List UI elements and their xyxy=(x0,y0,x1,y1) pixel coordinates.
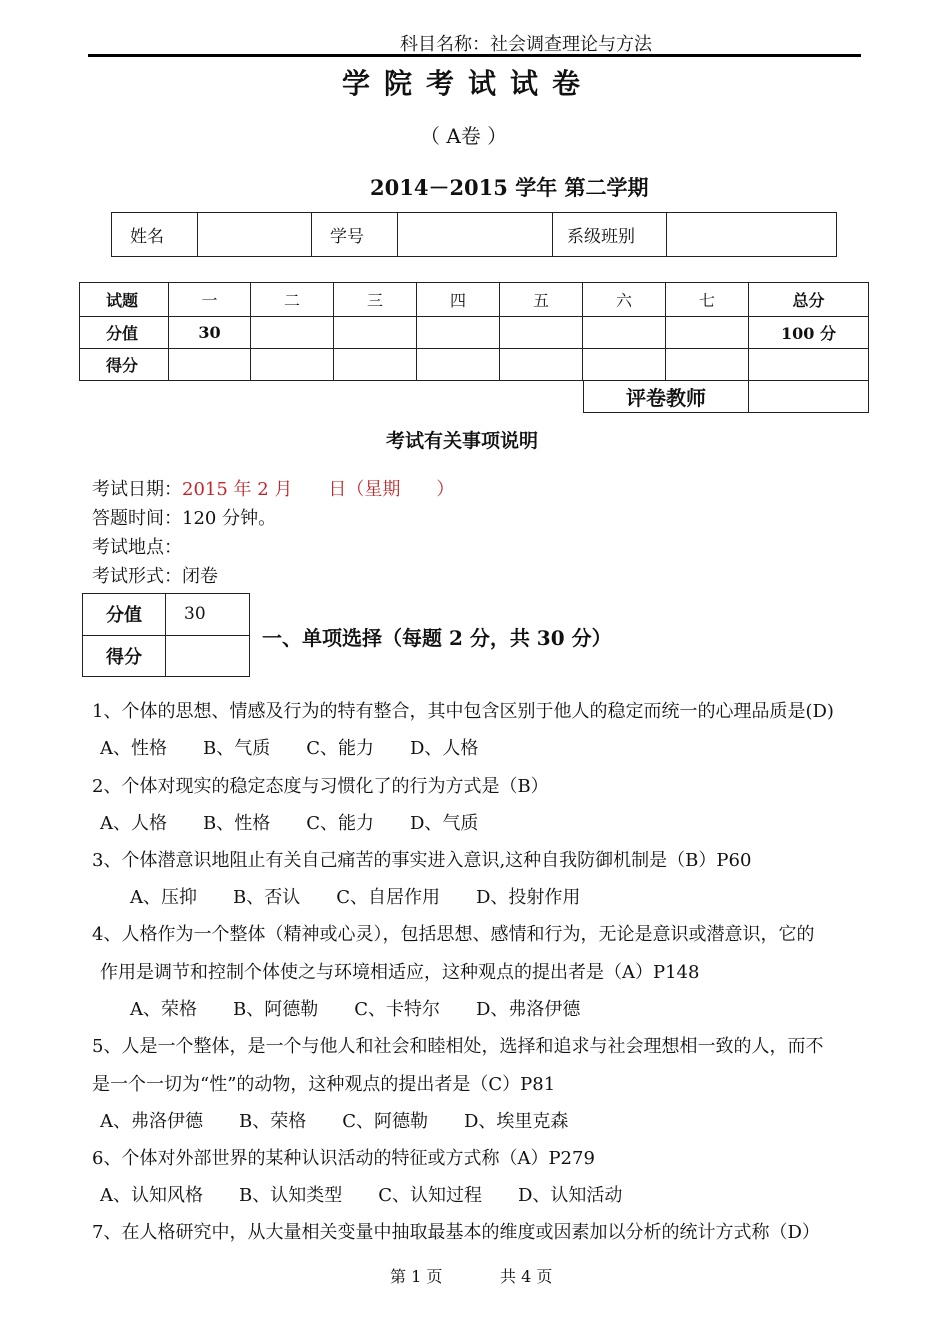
student-id-field[interactable] xyxy=(398,213,553,257)
student-info-table xyxy=(111,212,837,257)
name-field[interactable] xyxy=(198,213,312,257)
col-2: 二 xyxy=(251,283,334,317)
class-label: 系级班别 xyxy=(553,213,667,257)
points-6 xyxy=(583,317,666,349)
subject-name: 科目名称：社会调查理论与方法 xyxy=(400,34,652,55)
score-1[interactable] xyxy=(169,349,251,381)
points-1: 30 xyxy=(169,317,251,349)
score-4[interactable] xyxy=(417,349,500,381)
section1-score-box xyxy=(82,593,250,677)
page-title: 学院考试试卷 xyxy=(342,67,595,100)
question-3: 3、个体潜意识地阻止有关自己痛苦的事实进入意识,这种自我防御机制是（B）P60 xyxy=(92,850,752,871)
score-table xyxy=(79,282,869,381)
exam-date-value: 2015 年 2 月 日（星期 ） xyxy=(182,479,455,500)
row-label-points: 分值 xyxy=(80,317,169,349)
section1-score-label: 得分 xyxy=(83,635,166,677)
col-5: 五 xyxy=(500,283,583,317)
question-4-line-1: 4、人格作为一个整体（精神或心灵），包括思想、感情和行为，无论是意识或潜意识，它的 xyxy=(92,924,815,945)
question-1: 1、个体的思想、情感及行为的特有整合，其中包含区别于他人的稳定而统一的心理品质是(D) xyxy=(92,701,834,722)
col-4: 四 xyxy=(417,283,500,317)
grader-label: 评卷教师 xyxy=(584,381,749,413)
class-field[interactable] xyxy=(667,213,837,257)
question-2-options: A、人格 B、性格 C、能力 D、气质 xyxy=(100,813,479,834)
score-total[interactable] xyxy=(749,349,869,381)
section1-title: 一、单项选择（每题 2 分，共 30 分） xyxy=(262,626,612,650)
name-label: 姓名 xyxy=(112,213,198,257)
score-2[interactable] xyxy=(251,349,334,381)
question-6: 6、个体对外部世界的某种认识活动的特征或方式称（A）P279 xyxy=(92,1148,595,1169)
col-7: 七 xyxy=(666,283,749,317)
points-7 xyxy=(666,317,749,349)
section1-points-label: 分值 xyxy=(83,594,166,636)
page-number: 第 1 页 xyxy=(390,1267,443,1286)
col-total: 总分 xyxy=(749,283,869,317)
score-5[interactable] xyxy=(500,349,583,381)
score-3[interactable] xyxy=(334,349,417,381)
points-4 xyxy=(417,317,500,349)
exam-location: 考试地点： xyxy=(92,537,182,558)
points-5 xyxy=(500,317,583,349)
question-5-line-2: 是一个一切为“性”的动物，这种观点的提出者是（C）P81 xyxy=(92,1074,556,1095)
question-4-line-2: 作用是调节和控制个体使之与环境相适应，这种观点的提出者是（A）P148 xyxy=(100,962,700,983)
question-6-options: A、认知风格 B、认知类型 C、认知过程 D、认知活动 xyxy=(100,1185,623,1206)
term-label: 2014－2015 学年 第二学期 xyxy=(370,175,649,200)
question-3-options: A、压抑 B、否认 C、自居作用 D、投射作用 xyxy=(130,887,581,908)
col-1: 一 xyxy=(169,283,251,317)
section1-score-field[interactable] xyxy=(166,635,250,677)
exam-date-label: 考试日期： xyxy=(92,479,182,500)
question-7: 7、在人格研究中，从大量相关变量中抽取最基本的维度或因素加以分析的统计方式称（D） xyxy=(92,1222,820,1243)
row-label-score: 得分 xyxy=(80,349,169,381)
grader-field[interactable] xyxy=(749,381,869,413)
exam-duration: 答题时间：120 分钟。 xyxy=(92,508,277,529)
exam-format: 考试形式：闭卷 xyxy=(92,566,218,587)
student-id-label: 学号 xyxy=(312,213,398,257)
question-4-options: A、荣格 B、阿德勒 C、卡特尔 D、弗洛伊德 xyxy=(130,999,581,1020)
score-6[interactable] xyxy=(583,349,666,381)
question-2: 2、个体对现实的稳定态度与习惯化了的行为方式是（B） xyxy=(92,776,549,797)
row-label-question: 试题 xyxy=(80,283,169,317)
question-5-line-1: 5、人是一个整体，是一个与他人和社会和睦相处，选择和追求与社会理想相一致的人，而不 xyxy=(92,1036,824,1057)
page-total: 共 4 页 xyxy=(500,1267,553,1286)
col-3: 三 xyxy=(334,283,417,317)
col-6: 六 xyxy=(583,283,666,317)
points-3 xyxy=(334,317,417,349)
grader-table xyxy=(583,380,869,413)
question-1-options: A、性格 B、气质 C、能力 D、人格 xyxy=(100,738,479,759)
paper-type: （ A卷 ） xyxy=(420,124,508,148)
points-2 xyxy=(251,317,334,349)
points-total: 100 分 xyxy=(749,317,869,349)
section1-points-value: 30 xyxy=(166,594,250,636)
question-5-options: A、弗洛伊德 B、荣格 C、阿德勒 D、埃里克森 xyxy=(100,1111,569,1132)
exam-date xyxy=(92,475,454,501)
header-divider xyxy=(88,54,861,57)
notice-title: 考试有关事项说明 xyxy=(386,430,539,452)
score-7[interactable] xyxy=(666,349,749,381)
